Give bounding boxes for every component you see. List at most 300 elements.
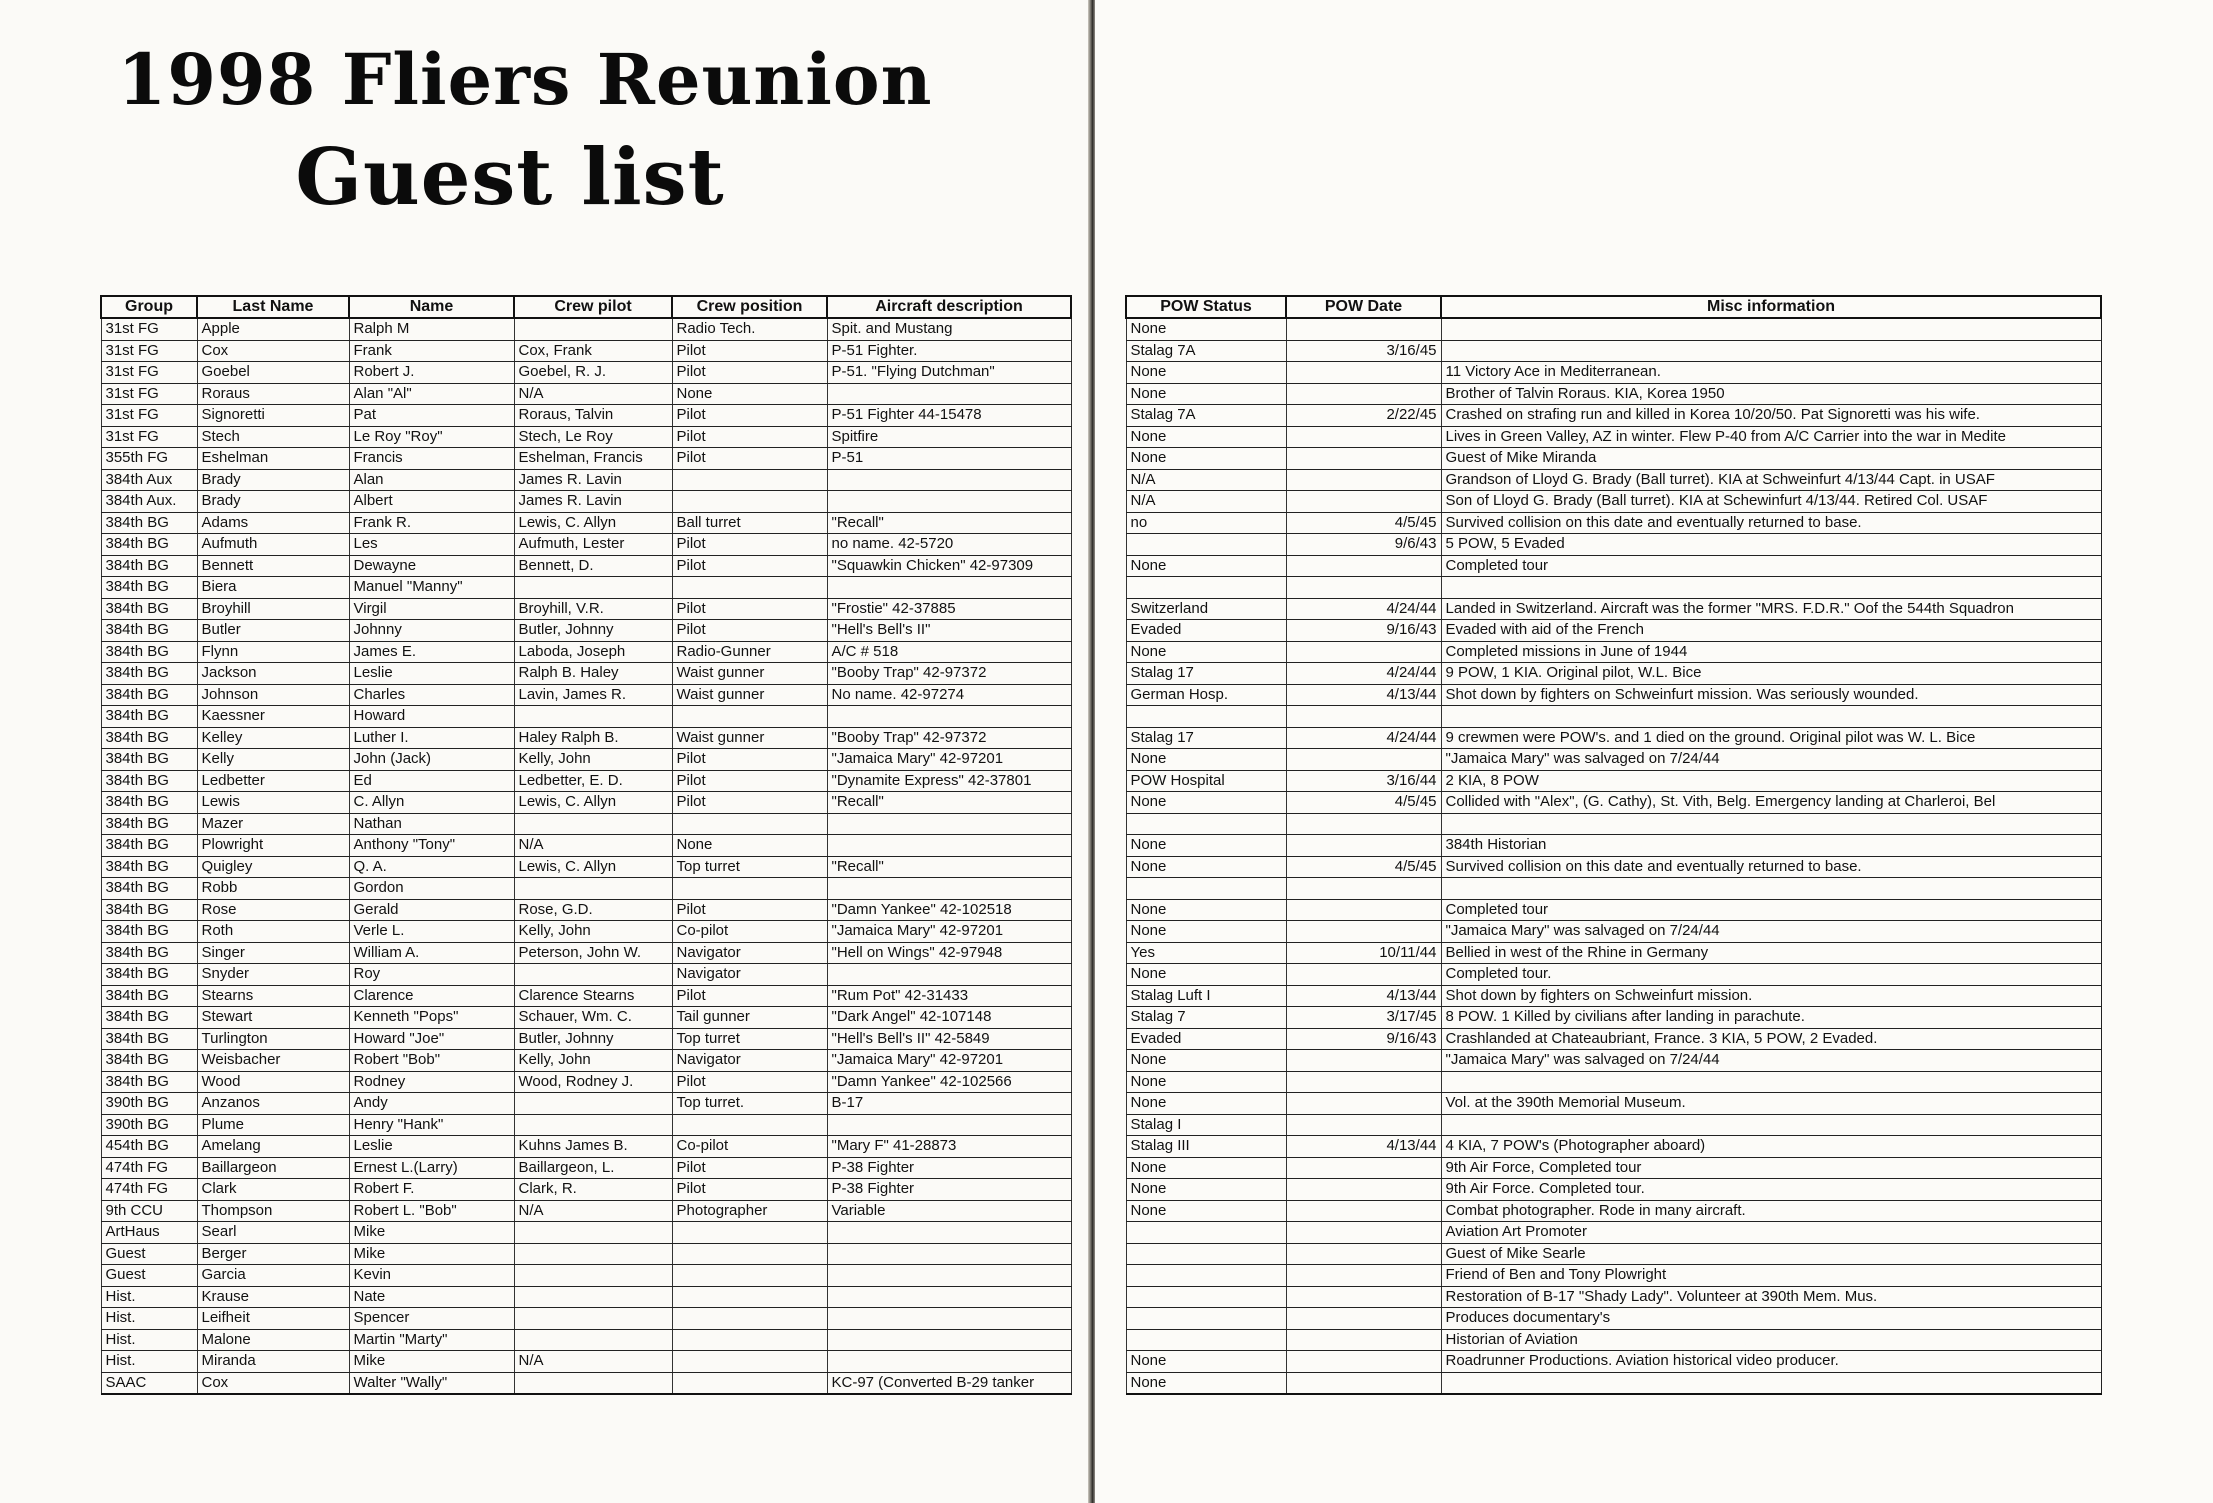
pow-row-cell: 2/22/45	[1286, 405, 1441, 427]
guest-row-cell	[514, 964, 672, 986]
pow-row-cell: Restoration of B-17 "Shady Lady". Volunteer at 390th Mem. Mus.	[1441, 1286, 2101, 1308]
pow-row-cell: Bellied in west of the Rhine in Germany	[1441, 942, 2101, 964]
guest-row-cell: 31st FG	[101, 405, 197, 427]
guest-row	[101, 598, 1071, 620]
pow-row-cell	[1286, 1372, 1441, 1394]
guest-row	[101, 1050, 1071, 1072]
pow-row	[1126, 1071, 2101, 1093]
guest-row-cell: Kuhns James B.	[514, 1136, 672, 1158]
guest-row	[101, 555, 1071, 577]
guest-row-cell: 384th BG	[101, 684, 197, 706]
guest-row-cell: 31st FG	[101, 362, 197, 384]
pow-row-cell: 9th Air Force. Completed tour.	[1441, 1179, 2101, 1201]
pow-row-cell: Stalag 7A	[1126, 405, 1286, 427]
pow-row-cell	[1286, 921, 1441, 943]
pow-row	[1126, 856, 2101, 878]
guest-row-cell: Lewis, C. Allyn	[514, 856, 672, 878]
pow-row-cell: Evaded with aid of the French	[1441, 620, 2101, 642]
pow-row-cell	[1441, 1114, 2101, 1136]
guest-row-cell: Top turret	[672, 1028, 827, 1050]
pow-row-cell: 4/13/44	[1286, 684, 1441, 706]
pow-row-cell: None	[1126, 555, 1286, 577]
guest-row-cell: Walter "Wally"	[349, 1372, 514, 1394]
pow-row-cell	[1286, 469, 1441, 491]
pow-row	[1126, 835, 2101, 857]
guest-row	[101, 1265, 1071, 1287]
pow-row-cell	[1441, 878, 2101, 900]
guest-row-cell: Snyder	[197, 964, 349, 986]
guest-row-cell: 384th BG	[101, 1007, 197, 1029]
pow-row-cell: Evaded	[1126, 1028, 1286, 1050]
guest-row-cell: "Damn Yankee" 42-102518	[827, 899, 1071, 921]
guest-row-cell: 384th BG	[101, 1050, 197, 1072]
guest-row-cell: 384th BG	[101, 813, 197, 835]
guest-row-cell: Hist.	[101, 1329, 197, 1351]
guest-row-cell: Henry "Hank"	[349, 1114, 514, 1136]
pow-row	[1126, 727, 2101, 749]
guest-row-cell: Albert	[349, 491, 514, 513]
guest-row-cell: 355th FG	[101, 448, 197, 470]
pow-row	[1126, 706, 2101, 728]
pow-row-cell: no	[1126, 512, 1286, 534]
guest-row-cell: 384th BG	[101, 706, 197, 728]
pow-row	[1126, 878, 2101, 900]
guest-row-cell: Quigley	[197, 856, 349, 878]
guest-row-cell: 384th BG	[101, 964, 197, 986]
guest-row-cell	[514, 1372, 672, 1394]
guest-row-cell: Frank	[349, 340, 514, 362]
pow-row-cell: Roadrunner Productions. Aviation historical video producer.	[1441, 1351, 2101, 1373]
guest-row	[101, 534, 1071, 556]
pow-row	[1126, 1329, 2101, 1351]
pow-row	[1126, 598, 2101, 620]
guest-row-cell	[827, 964, 1071, 986]
guest-row-cell: Pilot	[672, 1071, 827, 1093]
pow-row-cell: 8 POW. 1 Killed by civilians after landing in parachute.	[1441, 1007, 2101, 1029]
pow-row-cell	[1286, 555, 1441, 577]
guest-row-cell	[672, 1114, 827, 1136]
guest-row-cell: William A.	[349, 942, 514, 964]
guest-row-cell: "Booby Trap" 42-97372	[827, 663, 1071, 685]
guest-row-cell: Manuel "Manny"	[349, 577, 514, 599]
guest-row-cell: Wood	[197, 1071, 349, 1093]
guest-row-cell: Kelly, John	[514, 921, 672, 943]
guest-row-cell: James R. Lavin	[514, 491, 672, 513]
guest-row-cell: Kelly, John	[514, 749, 672, 771]
guest-row-cell: Guest	[101, 1243, 197, 1265]
guest-row	[101, 770, 1071, 792]
guest-row-cell: 384th Aux.	[101, 491, 197, 513]
guest-row-cell	[672, 1372, 827, 1394]
pow-row	[1126, 1243, 2101, 1265]
guest-row-cell: Goebel, R. J.	[514, 362, 672, 384]
guest-row-cell: Radio Tech.	[672, 318, 827, 340]
pow-row-cell: Son of Lloyd G. Brady (Ball turret). KIA at Schewinfurt 4/13/44. Retired Col. USAF	[1441, 491, 2101, 513]
pow-row-cell: "Jamaica Mary" was salvaged on 7/24/44	[1441, 921, 2101, 943]
guest-row-cell: 384th BG	[101, 942, 197, 964]
guest-row-cell: Biera	[197, 577, 349, 599]
guest-row-cell: 384th BG	[101, 856, 197, 878]
pow-row	[1126, 1007, 2101, 1029]
pow-row-cell: Stalag 17	[1126, 727, 1286, 749]
pow-row-cell: Landed in Switzerland. Aircraft was the former "MRS. F.D.R." Oof the 544th Squadron	[1441, 598, 2101, 620]
guest-row-cell: James E.	[349, 641, 514, 663]
guest-row	[101, 1222, 1071, 1244]
pow-row-cell: Crashed on strafing run and killed in Korea 10/20/50. Pat Signoretti was his wife.	[1441, 405, 2101, 427]
pow-row-cell	[1286, 362, 1441, 384]
guest-row-cell: Pilot	[672, 362, 827, 384]
guest-row-cell: Schauer, Wm. C.	[514, 1007, 672, 1029]
guest-row-cell: "Mary F" 41-28873	[827, 1136, 1071, 1158]
guest-row-cell: 384th BG	[101, 555, 197, 577]
pow-row-cell: Switzerland	[1126, 598, 1286, 620]
guest-row-cell: Kevin	[349, 1265, 514, 1287]
guest-row-cell	[672, 469, 827, 491]
pow-row	[1126, 1093, 2101, 1115]
pow-row-cell: 9/6/43	[1286, 534, 1441, 556]
guest-row-cell: N/A	[514, 835, 672, 857]
pow-row-cell: German Hosp.	[1126, 684, 1286, 706]
guest-row-cell	[827, 835, 1071, 857]
pow-row-cell: "Jamaica Mary" was salvaged on 7/24/44	[1441, 1050, 2101, 1072]
guest-row-cell: no name. 42-5720	[827, 534, 1071, 556]
guest-row-cell	[827, 1329, 1071, 1351]
guest-row-cell: Amelang	[197, 1136, 349, 1158]
guest-row-cell: Luther I.	[349, 727, 514, 749]
guest-row	[101, 641, 1071, 663]
pow-row-cell	[1286, 835, 1441, 857]
pow-row	[1126, 1308, 2101, 1330]
pow-row	[1126, 340, 2101, 362]
pow-row-cell: Vol. at the 390th Memorial Museum.	[1441, 1093, 2101, 1115]
pow-row-cell	[1441, 1372, 2101, 1394]
pow-row-cell: 4/24/44	[1286, 598, 1441, 620]
guest-row-cell	[827, 383, 1071, 405]
guest-row-cell: Pilot	[672, 340, 827, 362]
guest-row	[101, 985, 1071, 1007]
pow-row	[1126, 942, 2101, 964]
pow-row-cell: Crashlanded at Chateaubriant, France. 3 KIA, 5 POW, 2 Evaded.	[1441, 1028, 2101, 1050]
guest-row-cell	[672, 1351, 827, 1373]
guest-row-cell: Plume	[197, 1114, 349, 1136]
guest-row-cell: Andy	[349, 1093, 514, 1115]
pow-row-cell: None	[1126, 1071, 1286, 1093]
guest-row-cell: 454th BG	[101, 1136, 197, 1158]
guest-row-cell	[672, 1286, 827, 1308]
guest-row-cell: Lavin, James R.	[514, 684, 672, 706]
pow-row-cell: Produces documentary's	[1441, 1308, 2101, 1330]
pow-row	[1126, 448, 2101, 470]
guest-row-cell: Clark	[197, 1179, 349, 1201]
guest-row-cell: 384th BG	[101, 878, 197, 900]
guest-row-cell: Spit. and Mustang	[827, 318, 1071, 340]
guest-row-cell: Singer	[197, 942, 349, 964]
pow-row-cell: None	[1126, 318, 1286, 340]
pow-row	[1126, 426, 2101, 448]
guest-row-cell: N/A	[514, 1200, 672, 1222]
guest-row-cell: Lewis, C. Allyn	[514, 512, 672, 534]
pow-row-cell: 9 POW, 1 KIA. Original pilot, W.L. Bice	[1441, 663, 2101, 685]
guest-row-cell: Cox	[197, 340, 349, 362]
guest-row-cell: P-38 Fighter	[827, 1179, 1071, 1201]
guest-row-cell: N/A	[514, 383, 672, 405]
guest-row	[101, 1286, 1071, 1308]
pow-row-cell: 5 POW, 5 Evaded	[1441, 534, 2101, 556]
pow-row-cell	[1286, 1351, 1441, 1373]
guest-row-cell: Leslie	[349, 663, 514, 685]
guest-row	[101, 1007, 1071, 1029]
guest-row-cell: Co-pilot	[672, 1136, 827, 1158]
pow-row	[1126, 1157, 2101, 1179]
guest-row	[101, 1351, 1071, 1373]
guest-row-cell: P-51 Fighter 44-15478	[827, 405, 1071, 427]
guest-row	[101, 792, 1071, 814]
guest-row-cell: KC-97 (Converted B-29 tanker	[827, 1372, 1071, 1394]
pow-row-cell	[1126, 1243, 1286, 1265]
guest-row-cell	[514, 878, 672, 900]
guest-row-cell: Plowright	[197, 835, 349, 857]
guest-row-cell: Charles	[349, 684, 514, 706]
guest-row-cell: Spencer	[349, 1308, 514, 1330]
guest-row-cell: Stech	[197, 426, 349, 448]
guest-row-cell: Butler, Johnny	[514, 620, 672, 642]
guest-row-cell: Pilot	[672, 555, 827, 577]
guest-row-cell: "Jamaica Mary" 42-97201	[827, 1050, 1071, 1072]
guest-row-cell: 31st FG	[101, 340, 197, 362]
guest-row	[101, 727, 1071, 749]
pow-row	[1126, 813, 2101, 835]
guest-row-cell: 384th BG	[101, 749, 197, 771]
guest-row-cell	[827, 577, 1071, 599]
guest-row-cell: 384th BG	[101, 598, 197, 620]
guest-row-cell: Lewis	[197, 792, 349, 814]
guest-row-cell: Nathan	[349, 813, 514, 835]
guest-row-cell: Garcia	[197, 1265, 349, 1287]
pow-row-cell: 4/13/44	[1286, 1136, 1441, 1158]
guest-row-cell: Kelly	[197, 749, 349, 771]
guest-row-cell: None	[672, 835, 827, 857]
guest-row-cell: Lewis, C. Allyn	[514, 792, 672, 814]
guest-row-cell: Rose	[197, 899, 349, 921]
pow-row-cell	[1126, 534, 1286, 556]
pow-row-cell	[1126, 1286, 1286, 1308]
guest-row-cell: Roth	[197, 921, 349, 943]
pow-row-cell: 9/16/43	[1286, 1028, 1441, 1050]
guest-row-cell: Pilot	[672, 1179, 827, 1201]
guest-row-cell: Pilot	[672, 426, 827, 448]
guest-table-body	[101, 318, 1071, 1394]
guest-row	[101, 340, 1071, 362]
pow-row	[1126, 921, 2101, 943]
guest-row-cell: Adams	[197, 512, 349, 534]
pow-row-cell	[1441, 577, 2101, 599]
pow-row	[1126, 512, 2101, 534]
guest-row-cell: James R. Lavin	[514, 469, 672, 491]
pow-row-cell	[1286, 1222, 1441, 1244]
guest-row-cell	[672, 1329, 827, 1351]
guest-row-cell: Spitfire	[827, 426, 1071, 448]
pow-header-1: POW Date	[1286, 296, 1441, 318]
guest-row	[101, 749, 1071, 771]
guest-row-cell: Ed	[349, 770, 514, 792]
guest-row-cell: Cox, Frank	[514, 340, 672, 362]
guest-row-cell: Variable	[827, 1200, 1071, 1222]
pow-row	[1126, 620, 2101, 642]
guest-row-cell	[514, 1114, 672, 1136]
guest-row	[101, 383, 1071, 405]
guest-row-cell	[672, 577, 827, 599]
pow-row	[1126, 491, 2101, 513]
pow-row-cell: None	[1126, 1157, 1286, 1179]
guest-row-cell: Anzanos	[197, 1093, 349, 1115]
guest-row-cell: Pilot	[672, 749, 827, 771]
pow-row-cell	[1126, 813, 1286, 835]
pow-row-cell: None	[1126, 383, 1286, 405]
guest-header-4: Crew position	[672, 296, 827, 318]
pow-row-cell	[1286, 491, 1441, 513]
pow-row-cell: Stalag I	[1126, 1114, 1286, 1136]
pow-row-cell	[1126, 878, 1286, 900]
guest-row-cell: "Dynamite Express" 42-37801	[827, 770, 1071, 792]
pow-row-cell	[1286, 1157, 1441, 1179]
pow-row-cell: None	[1126, 964, 1286, 986]
guest-row-cell: Rodney	[349, 1071, 514, 1093]
pow-row-cell	[1286, 1179, 1441, 1201]
guest-row-cell: John (Jack)	[349, 749, 514, 771]
guest-row-cell: Stewart	[197, 1007, 349, 1029]
guest-row-cell: 31st FG	[101, 318, 197, 340]
guest-row-cell: Mazer	[197, 813, 349, 835]
guest-row-cell: Broyhill, V.R.	[514, 598, 672, 620]
pow-row-cell	[1286, 1265, 1441, 1287]
pow-row	[1126, 362, 2101, 384]
pow-row-cell: None	[1126, 426, 1286, 448]
pow-row-cell	[1441, 813, 2101, 835]
pow-row-cell: Grandson of Lloyd G. Brady (Ball turret). KIA at Schweinfurt 4/13/44 Capt. in USAF	[1441, 469, 2101, 491]
guest-row	[101, 1179, 1071, 1201]
guest-row-cell	[827, 1351, 1071, 1373]
guest-row-cell: Mike	[349, 1222, 514, 1244]
pow-row-cell	[1286, 426, 1441, 448]
pow-row-cell	[1441, 340, 2101, 362]
guest-row-cell	[514, 577, 672, 599]
pow-row-cell	[1126, 1222, 1286, 1244]
pow-row-cell	[1286, 1329, 1441, 1351]
guest-row-cell: Roraus	[197, 383, 349, 405]
guest-row-cell	[827, 706, 1071, 728]
guest-row	[101, 1114, 1071, 1136]
pow-row-cell	[1286, 878, 1441, 900]
guest-row-cell: Robert J.	[349, 362, 514, 384]
guest-row-cell: Roy	[349, 964, 514, 986]
pow-row-cell: 2 KIA, 8 POW	[1441, 770, 2101, 792]
guest-row-cell: "Recall"	[827, 856, 1071, 878]
guest-row-cell	[514, 1093, 672, 1115]
pow-row-cell: None	[1126, 1093, 1286, 1115]
pow-row-cell	[1286, 318, 1441, 340]
guest-row-cell: Aufmuth	[197, 534, 349, 556]
guest-row-cell: "Booby Trap" 42-97372	[827, 727, 1071, 749]
pow-row-cell: 4/24/44	[1286, 663, 1441, 685]
guest-row-cell	[827, 1265, 1071, 1287]
pow-row-cell	[1286, 813, 1441, 835]
guest-row-cell: Kaessner	[197, 706, 349, 728]
guest-row-cell: Q. A.	[349, 856, 514, 878]
guest-row-cell	[514, 813, 672, 835]
guest-row-cell: Howard "Joe"	[349, 1028, 514, 1050]
pow-row-cell: Evaded	[1126, 620, 1286, 642]
guest-row	[101, 964, 1071, 986]
guest-row	[101, 469, 1071, 491]
pow-row	[1126, 555, 2101, 577]
guest-row-cell	[672, 1243, 827, 1265]
pow-row	[1126, 1136, 2101, 1158]
guest-row-cell: Johnny	[349, 620, 514, 642]
guest-row-cell: Johnson	[197, 684, 349, 706]
guest-row-cell: Pilot	[672, 620, 827, 642]
pow-row	[1126, 749, 2101, 771]
guest-row-cell: Ernest L.(Larry)	[349, 1157, 514, 1179]
guest-row-cell: Top turret.	[672, 1093, 827, 1115]
pow-status-table	[1125, 295, 2102, 1395]
guest-row-cell: Kenneth "Pops"	[349, 1007, 514, 1029]
pow-row-cell: 3/17/45	[1286, 1007, 1441, 1029]
pow-row-cell	[1126, 1308, 1286, 1330]
guest-row-cell: "Recall"	[827, 512, 1071, 534]
pow-row-cell	[1286, 1071, 1441, 1093]
pow-row-cell: None	[1126, 792, 1286, 814]
guest-row-cell: 384th Aux	[101, 469, 197, 491]
guest-row	[101, 813, 1071, 835]
pow-row-cell: None	[1126, 1050, 1286, 1072]
guest-row-cell: Eshelman, Francis	[514, 448, 672, 470]
pow-row	[1126, 469, 2101, 491]
guest-header-5: Aircraft description	[827, 296, 1071, 318]
guest-row-cell: Aufmuth, Lester	[514, 534, 672, 556]
guest-row-cell: Jackson	[197, 663, 349, 685]
pow-row-cell: Combat photographer. Rode in many aircraft.	[1441, 1200, 2101, 1222]
guest-row-cell: B-17	[827, 1093, 1071, 1115]
guest-row-cell	[827, 1222, 1071, 1244]
guest-row-cell: Stearns	[197, 985, 349, 1007]
guest-row-cell: Waist gunner	[672, 663, 827, 685]
pow-row-cell	[1126, 1329, 1286, 1351]
guest-row	[101, 856, 1071, 878]
pow-row-cell: 4/5/45	[1286, 856, 1441, 878]
guest-row-cell	[514, 1243, 672, 1265]
guest-row-cell: Robert "Bob"	[349, 1050, 514, 1072]
pow-table-header	[1126, 296, 2101, 318]
guest-row-cell: Kelly, John	[514, 1050, 672, 1072]
guest-row-cell: Navigator	[672, 1050, 827, 1072]
guest-row	[101, 1071, 1071, 1093]
guest-row-cell: Pilot	[672, 985, 827, 1007]
guest-row	[101, 512, 1071, 534]
pow-row-cell	[1441, 706, 2101, 728]
pow-row-cell: 4/13/44	[1286, 985, 1441, 1007]
guest-header-1: Last Name	[197, 296, 349, 318]
guest-row	[101, 577, 1071, 599]
guest-row-cell: 384th BG	[101, 899, 197, 921]
guest-header-3: Crew pilot	[514, 296, 672, 318]
pow-row-cell: Collided with "Alex", (G. Cathy), St. Vith, Belg. Emergency landing at Charleroi, Bel	[1441, 792, 2101, 814]
guest-row	[101, 921, 1071, 943]
guest-row	[101, 1308, 1071, 1330]
pow-header-2: Misc information	[1441, 296, 2101, 318]
pow-row-cell: Shot down by fighters on Schweinfurt mission.	[1441, 985, 2101, 1007]
pow-row-cell: None	[1126, 641, 1286, 663]
guest-row-cell: ArtHaus	[101, 1222, 197, 1244]
